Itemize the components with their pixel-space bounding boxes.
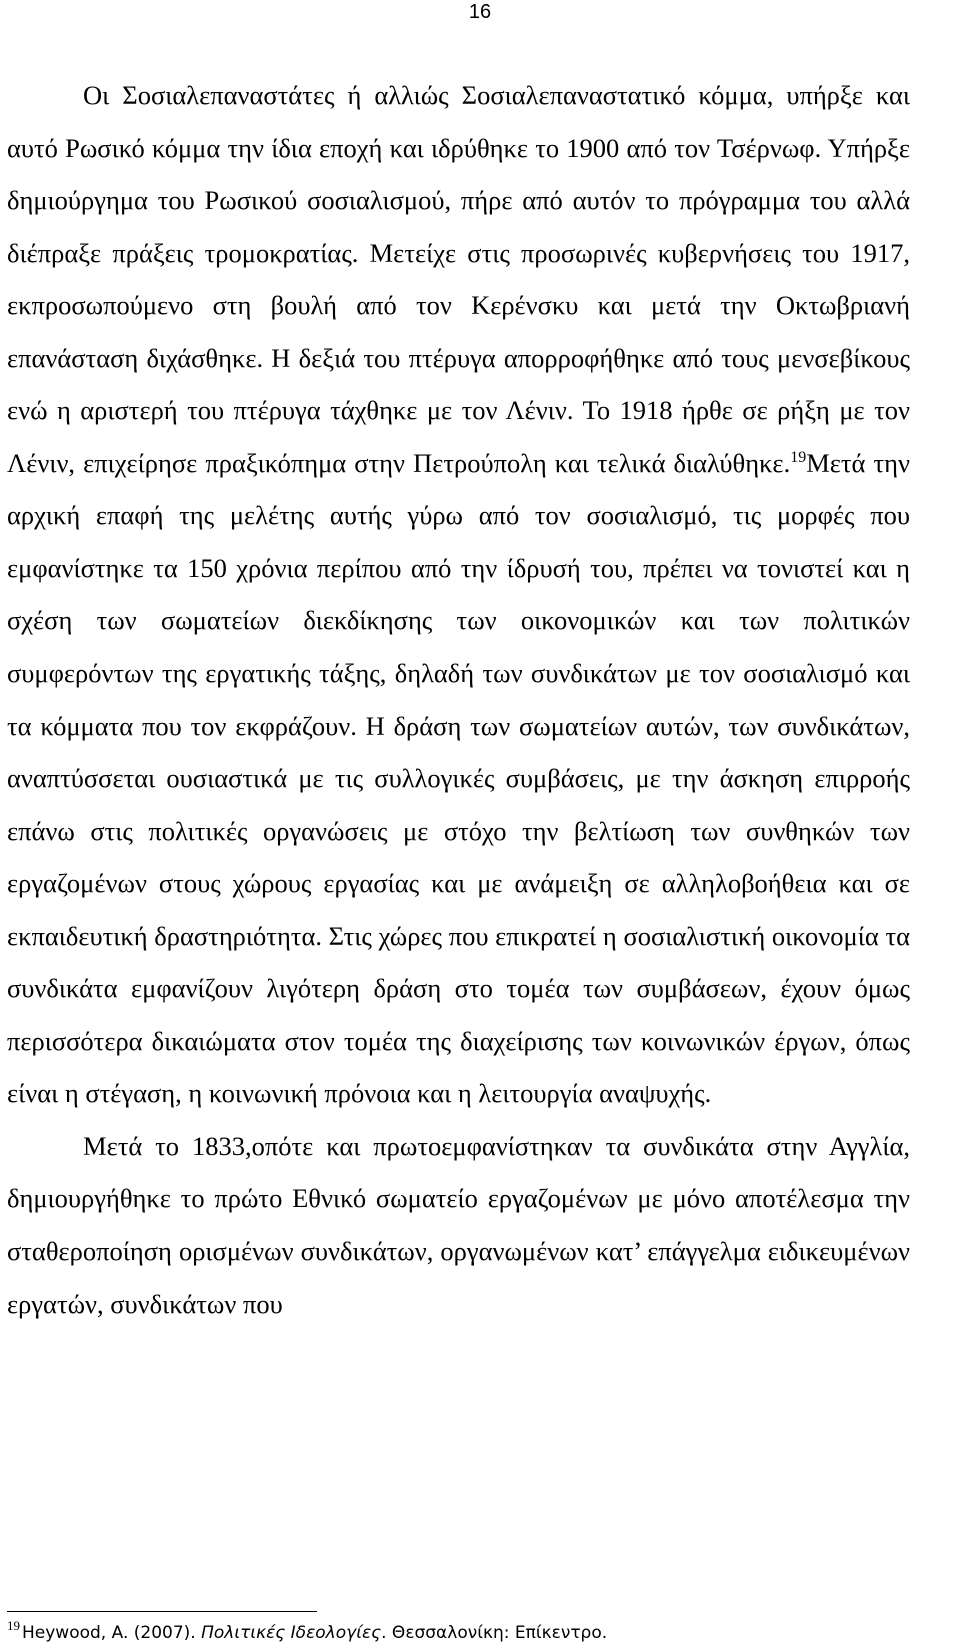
footnote-title: Πολιτικές Ιδεολογίες — [201, 1623, 382, 1643]
body-text — [7, 69, 910, 1330]
paragraph: Μετά το 1833,οπότε και πρωτοεμφανίστηκαν τα συνδικάτα στην Αγγλία, δημιουργήθηκε το πρώτο Εθνικό σωματείο εργαζομένων με μόνο αποτέλεσμα την σταθεροποίηση ορισμένων συνδικάτων, οργανωμένων κατ’ επάγγελμα ειδικευμένων εργατών, συνδικάτων που — [7, 1130, 910, 1319]
footnote-author: Heywood, A. (2007). — [22, 1623, 202, 1643]
footnote-separator — [7, 1611, 317, 1612]
footnote-publisher: . Θεσσαλονίκη: Επίκεντρο. — [381, 1623, 608, 1643]
paragraph-text: Μετά την αρχική επαφή της μελέτης αυτής γύρω από τον σοσιαλισμό, τις μορφές που εμφανίστηκε τα 150 χρόνια περίπου από την ίδρυσή του, πρέπει να τονιστεί και η σχέση των σωματείων διεκδίκησης των οικονομικών και των πολιτικών συμφερόντων της εργατικής τάξης, δηλαδή των συνδικάτων με τον σοσιαλισμό και τα κόμματα που τον εκφράζουν. Η δράση των σωματείων αυτών, των συνδικάτων, αναπτύσσεται ουσιαστικά με τις συλλογικές συμβάσεις, με την άσκηση επιρροής επάνω στις πολιτικές οργανώσεις με στόχο την βελτίωση των συνθηκών των εργαζομένων στους χώρους εργασίας και με ανάμειξη σε αλληλοβοήθεια και σε εκπαιδευτική δραστηριότητα. Στις χώρες που επικρατεί η σοσιαλιστική οικονομία τα συνδικάτα εμφανίζουν λιγότερη δράση στο τομέα των συμβάσεων, έχουν όμως περισσότερα δικαιώματα στον τομέα της διαχείρισης των κοινωνικών έργων, όπως είναι η στέγαση, η κοινωνική πρόνοια και η λειτουργία αναψυχής. — [7, 447, 911, 1109]
footnote-number: 19 — [7, 1618, 20, 1633]
page-number: 16 — [468, 1, 492, 23]
paragraph — [7, 69, 910, 1120]
footnote-reference[interactable]: 19 — [790, 448, 807, 466]
paragraph-text: Οι Σοσιαλεπαναστάτες ή αλλιώς Σοσιαλεπαναστατικό κόμμα, υπήρξε και αυτό Ρωσικό κόμμα την ίδια εποχή και ιδρύθηκε το 1900 από τον Τσέρνωφ. Υπήρξε δημιούργημα του Ρωσικού σοσιαλισμού, πήρε από αυτόν το πρόγραμμα του αλλά διέπραξε πράξεις τρομοκρατίας. Μετείχε στις προσωρινές κυβερνήσεις του 1917, εκπροσωπούμενο στη βουλή από τον Κερένσκυ και μετά την Οκτωβριανή επανάσταση διχάσθηκε. Η δεξιά του πτέρυγα απορροφήθηκε από τους μενσεβίκους ενώ η αριστερή του πτέρυγα τάχθηκε με τον Λένιν. Το 1918 ήρθε σε ρήξη με τον Λένιν, επιχείρησε πραξικόπημα στην Πετρούπολη και τελικά διαλύθηκε. — [7, 80, 910, 478]
footnote — [7, 1618, 927, 1648]
